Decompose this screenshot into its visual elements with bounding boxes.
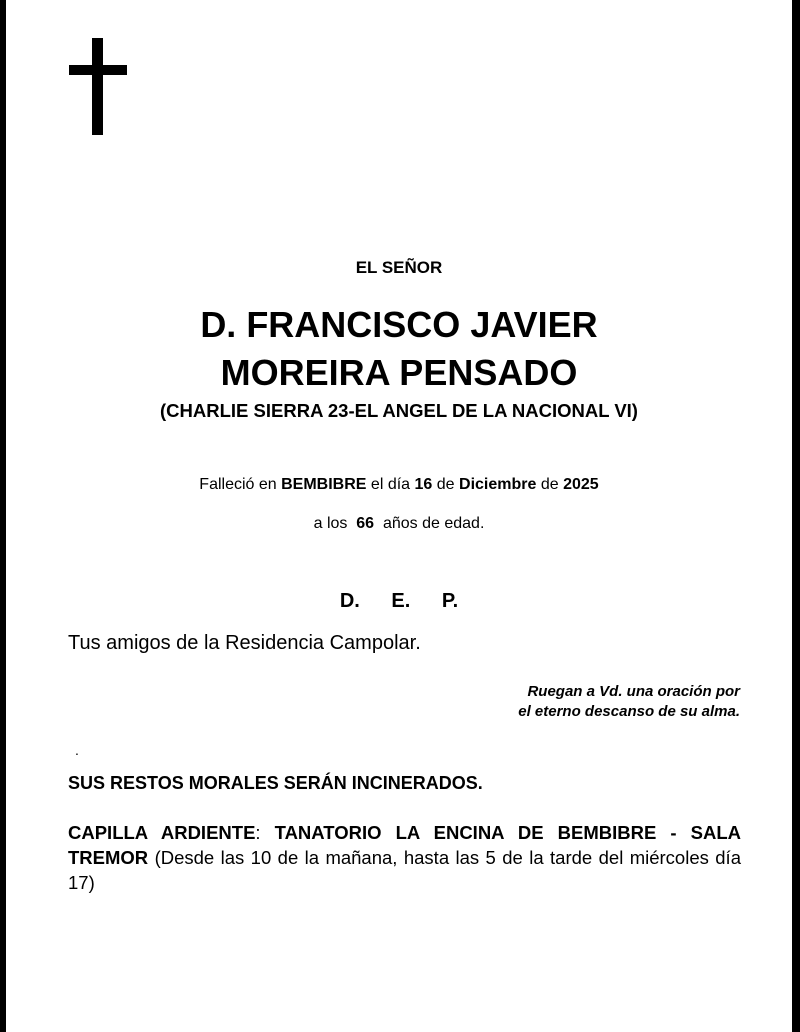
chapel-details: (Desde las 10 de la mañana, hasta las 5 de la tarde del miércoles día 17): [68, 847, 741, 893]
prayer-line2: el eterno descanso de su alma.: [518, 703, 740, 720]
death-of2: de: [540, 476, 559, 493]
age-years: 66: [356, 515, 375, 532]
death-day-prefix: el día: [370, 476, 411, 493]
death-of1: de: [436, 476, 455, 493]
deceased-name-line1: D. FRANCISCO JAVIER: [200, 304, 598, 345]
cremation-notice: SUS RESTOS MORALES SERÁN INCINERADOS.: [68, 773, 483, 793]
death-notice: [6, 476, 792, 494]
friends-dedication: Tus amigos de la Residencia Campolar.: [68, 632, 421, 654]
death-day: 16: [414, 476, 433, 493]
deceased-name-line2: MOREIRA PENSADO: [220, 352, 578, 393]
dep-text: D. E. P.: [339, 590, 459, 612]
honorific-title: EL SEÑOR: [355, 258, 443, 277]
death-place: BEMBIBRE: [281, 476, 367, 493]
chapel-separator: :: [255, 822, 275, 843]
stray-dot: .: [75, 742, 79, 758]
death-prefix: Falleció en: [199, 476, 277, 493]
age-suffix: años de edad.: [382, 515, 485, 532]
prayer-request: [518, 682, 740, 722]
deceased-alias: (CHARLIE SIERRA 23-EL ANGEL DE LA NACIONAL VI): [160, 400, 638, 421]
chapel-location: TANATORIO LA ENCINA DE BEMBIBRE - SALA TREMOR: [68, 822, 742, 868]
age-notice: [6, 515, 792, 533]
death-year: 2025: [563, 476, 599, 493]
prayer-line1: Ruegan a Vd. una oración por: [527, 683, 740, 700]
chapel-notice: [68, 820, 741, 895]
death-month: Diciembre: [459, 476, 537, 493]
obituary-page: [6, 0, 792, 1032]
age-prefix: a los: [313, 515, 348, 532]
latin-cross-icon: [69, 38, 127, 135]
chapel-label: CAPILLA ARDIENTE: [68, 822, 256, 843]
